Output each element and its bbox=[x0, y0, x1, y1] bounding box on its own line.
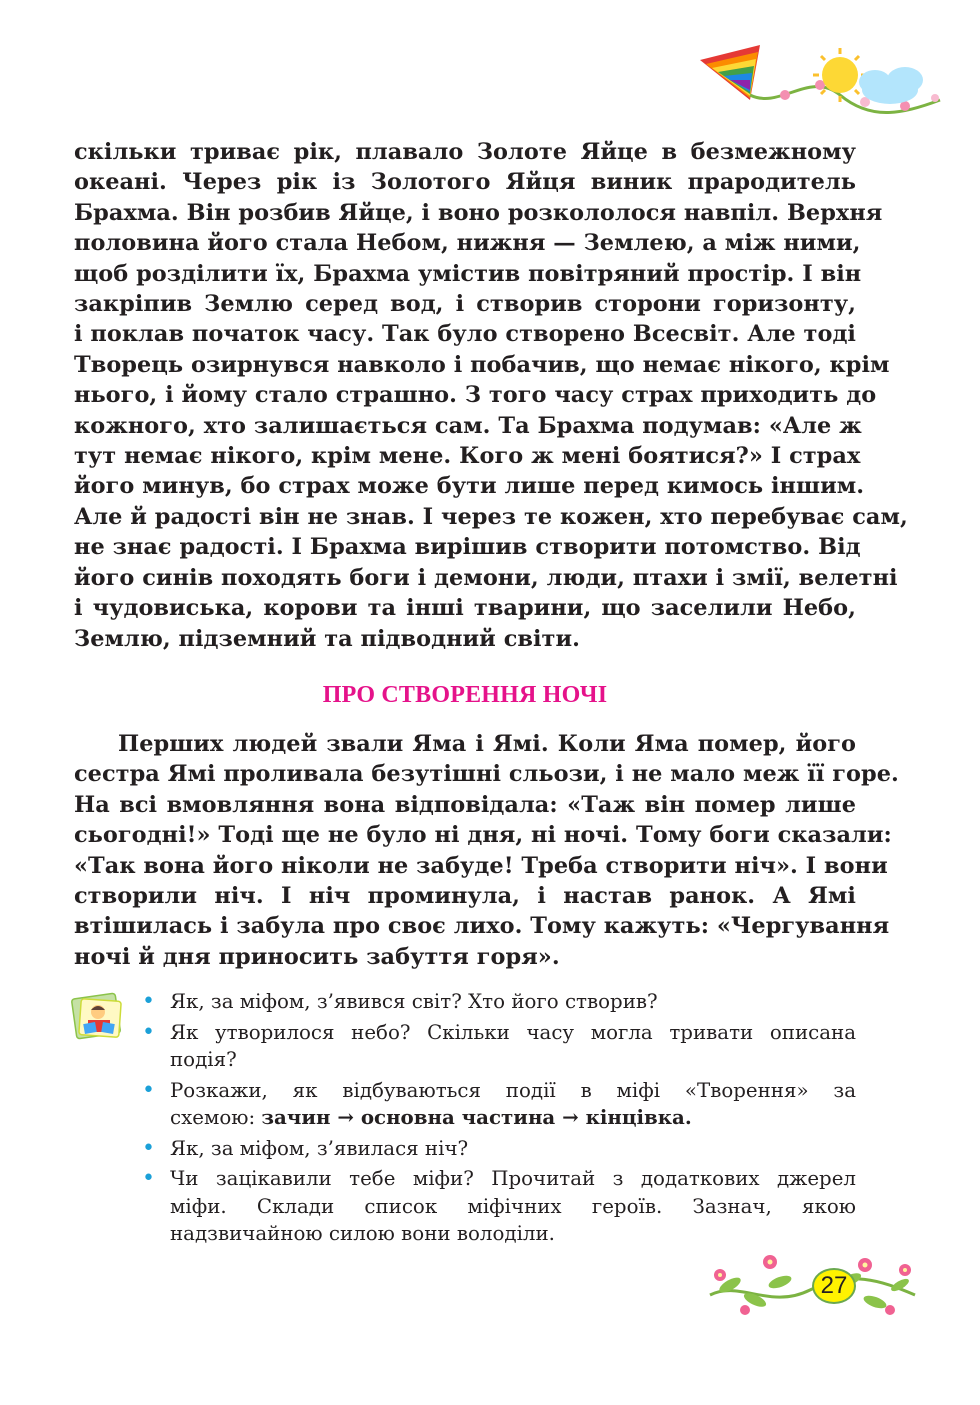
text-line: «Так вона його ніколи не забуде! Треба створити ніч». І вони bbox=[74, 852, 888, 879]
question-text: Як, за міфом, з’явився світ? Хто його створив? bbox=[170, 990, 658, 1013]
text-line: нього, і йому стало страшно. З того часу страх приходить до bbox=[74, 382, 877, 409]
question-text: Як утворилося небо? Скільки часу могла тривати описана bbox=[170, 1020, 856, 1044]
text-line: втішилась і забула про своє лихо. Тому кажуть: «Чергування bbox=[74, 913, 890, 940]
text-line: щоб розділити їх, Брахма умістив повітряний простір. І він bbox=[74, 260, 862, 287]
bullet: • bbox=[142, 1166, 155, 1191]
question-item bbox=[140, 1077, 856, 1132]
text-line: і чудовиська, корови та інші тварини, що заселили Небо, bbox=[74, 595, 856, 622]
text-line: Творець озирнувся навколо і побачив, що немає нікого, крім bbox=[74, 351, 890, 378]
section-heading: ПРО СТВОРЕННЯ НОЧІ bbox=[322, 682, 608, 708]
text-line: половина його стала Небом, нижня — Землею, а між ними, bbox=[74, 230, 861, 257]
bullet: • bbox=[142, 1019, 155, 1045]
text-line: Але й радості він не знав. І через те кожен, хто перебуває сам, bbox=[74, 503, 908, 530]
myth-night-text bbox=[74, 729, 899, 972]
text-line: На всі вмовляння вона відповідала: «Таж він помер лише bbox=[74, 791, 856, 818]
text-line: ночі й дня приносить забуття горя». bbox=[74, 943, 560, 970]
question-text: надзвичайною силою вони володіли. bbox=[170, 1222, 555, 1245]
question-text: міфи. Склади список міфічних героїв. Зазнач, якою bbox=[170, 1194, 856, 1218]
text-line: Брахма. Він розбив Яйце, і воно розкололося навпіл. Верхня bbox=[74, 199, 883, 226]
question-item bbox=[140, 988, 856, 1016]
text-line: його минув, бо страх може бути лише перед кимось іншим. bbox=[74, 473, 865, 500]
question-text: схемою: bbox=[170, 1106, 262, 1129]
text-line: сестра Ямі проливала безутішні сльози, і не мало меж її горе. bbox=[74, 761, 899, 788]
question-item bbox=[140, 1165, 856, 1248]
question-text: Чи зацікавили тебе міфи? Прочитай з додаткових джерел bbox=[170, 1167, 856, 1190]
page-number: 27 bbox=[812, 1268, 856, 1304]
text-line: кожного, хто залишається сам. Та Брахма подумав: «Але ж bbox=[74, 412, 862, 439]
question-text: подія? bbox=[170, 1048, 237, 1071]
text-line: тут немає нікого, крім мене. Кого ж мені боятися?» І страх bbox=[74, 443, 861, 470]
question-text: Розкажи, як відбуваються події в міфі «Творення» за bbox=[170, 1078, 856, 1102]
question-item bbox=[140, 1019, 856, 1074]
text-line: скільки триває рік, плавало Золоте Яйце в безмежному bbox=[74, 139, 856, 165]
scheme-text: зачин → основна частина → кінцівка. bbox=[261, 1105, 692, 1129]
text-line: створили ніч. І ніч проминула, і настав ранок. А Ямі bbox=[74, 883, 856, 910]
flowers-leaves-icon bbox=[700, 1240, 920, 1320]
text-line: не знає радості. І Брахма вирішив створити потомство. Від bbox=[74, 534, 861, 561]
text-line: закріпив Землю серед вод, і створив сторони горизонту, bbox=[74, 291, 856, 318]
text-line: і поклав початок часу. Так було створено Всесвіт. Але тоді bbox=[74, 321, 856, 348]
text-line: його синів походять боги і демони, люди, птахи і змії, велетні bbox=[74, 564, 898, 591]
text-line: океані. Через рік із Золотого Яйця виник прародитель bbox=[74, 169, 856, 196]
bullet: • bbox=[142, 1135, 155, 1161]
bullet: • bbox=[142, 989, 155, 1014]
bullet: • bbox=[142, 1077, 155, 1103]
text-line: Перших людей звали Яма і Ямі. Коли Яма помер, його bbox=[118, 731, 856, 757]
rainbow-kite-sun-icon bbox=[690, 40, 955, 140]
text-line: сьогодні!» Тоді ще не було ні дня, ні ночі. Тому боги сказали: bbox=[74, 822, 892, 849]
questions-list bbox=[140, 988, 856, 1251]
child-reading-notebook-icon bbox=[70, 990, 126, 1042]
question-text: Як, за міфом, з’явилася ніч? bbox=[170, 1136, 469, 1160]
text-line: Землю, підземний та підводний світи. bbox=[74, 625, 580, 652]
myth-creation-text bbox=[74, 137, 908, 654]
question-item bbox=[140, 1135, 856, 1163]
question-text-with-scheme bbox=[170, 1104, 856, 1132]
